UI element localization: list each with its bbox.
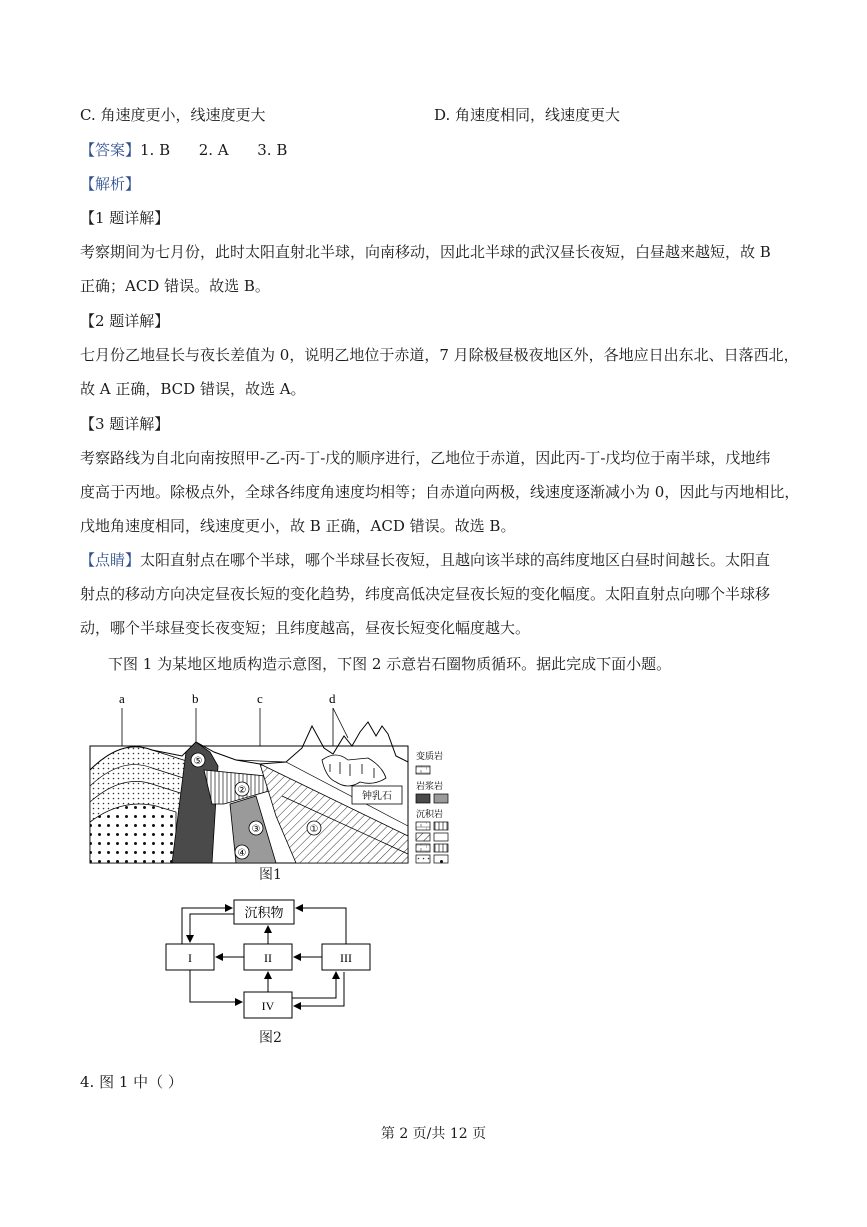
answer-values: 1. B 2. A 3. B [140,141,288,159]
figure-2-caption: 图2 [259,1030,282,1046]
figure-2-rock-cycle [160,894,380,1024]
q2-line-2: 故 A 正确，BCD 错误，故选 A。 [80,380,306,398]
q1-line-1: 考察期间为七月份，此时太阳直射北半球，向南移动，因此北半球的武汉昼长夜短，白昼越来越短，故 B [80,243,771,261]
label-d: d [329,691,336,706]
circled-2: ② [237,785,247,796]
answer-line [80,140,287,160]
circled-5: ⑤ [193,756,203,767]
option-c: C. 角速度更小，线速度更大 [80,106,266,124]
node-III: III [340,951,352,965]
circled-3: ③ [251,824,261,835]
tip-first: 太阳直射点在哪个半球，哪个半球昼长夜短，且越向该半球的高纬度地区白昼时间越长。太阳直 [140,551,771,569]
node-I: I [188,951,192,965]
label-c: c [257,691,263,706]
node-sediment: 沉积物 [244,906,284,921]
option-d: D. 角速度相同，线速度更大 [434,106,621,124]
analysis-tag: 【解析】 [80,175,141,193]
answer-tag: 【答案】 [80,141,141,159]
legend-igneous: 岩浆岩 [416,782,444,792]
figure-1-geology [86,686,458,866]
intro-text: 下图 1 为某地区地质构造示意图，下图 2 示意岩石圈物质循环。据此完成下面小题。 [108,655,672,673]
cave-label: 钟乳石 [362,791,392,802]
tip-tag: 【点睛】 [80,551,141,569]
q3-line-1: 考察路线为自北向南按照甲-乙-丙-丁-戊的顺序进行，乙地位于赤道，因此丙-丁-戊均位于南半球，戊地纬 [80,449,771,467]
q1-line-2: 正确；ACD 错误。故选 B。 [80,277,270,295]
question-4: 4. 图 1 中（ ） [80,1073,183,1091]
circled-4: ④ [237,848,247,859]
legend-metamorphic: 变质岩 [416,752,444,762]
q2-line-1: 七月份乙地昼长与夜长差值为 0，说明乙地位于赤道，7 月除极昼极夜地区外，各地应日出东北、日落西北， [80,346,799,364]
legend-sedimentary: 沉积岩 [416,810,444,820]
q3-title: 【3 题详解】 [80,415,170,433]
q1-title: 【1 题详解】 [80,209,170,227]
q3-line-2: 度高于丙地。除极点外，全球各纬度角速度均相等；自赤道向两极，线速度逐渐减小为 0，因此与丙地相比， [80,483,800,501]
label-b: b [192,691,199,706]
label-a: a [119,691,125,706]
tip-line-3: 动，哪个半球昼变长夜变短；且纬度越高，昼夜长短变化幅度越大。 [80,619,531,637]
node-II: II [264,951,272,965]
q2-title: 【2 题详解】 [80,312,170,330]
circled-1a: ① [309,824,319,835]
q3-line-3: 戊地角速度相同，线速度更小，故 B 正确，ACD 错误。故选 B。 [80,517,516,535]
tip-line-2: 射点的移动方向决定昼夜长短的变化趋势，纬度高低决定昼夜长短的变化幅度。太阳直射点向哪个半球移 [80,585,771,603]
tip-line-1 [80,550,770,570]
page-footer: 第 2 页/共 12 页 [380,1126,487,1142]
node-IV: IV [261,999,275,1013]
figure-1-caption: 图1 [259,867,282,883]
